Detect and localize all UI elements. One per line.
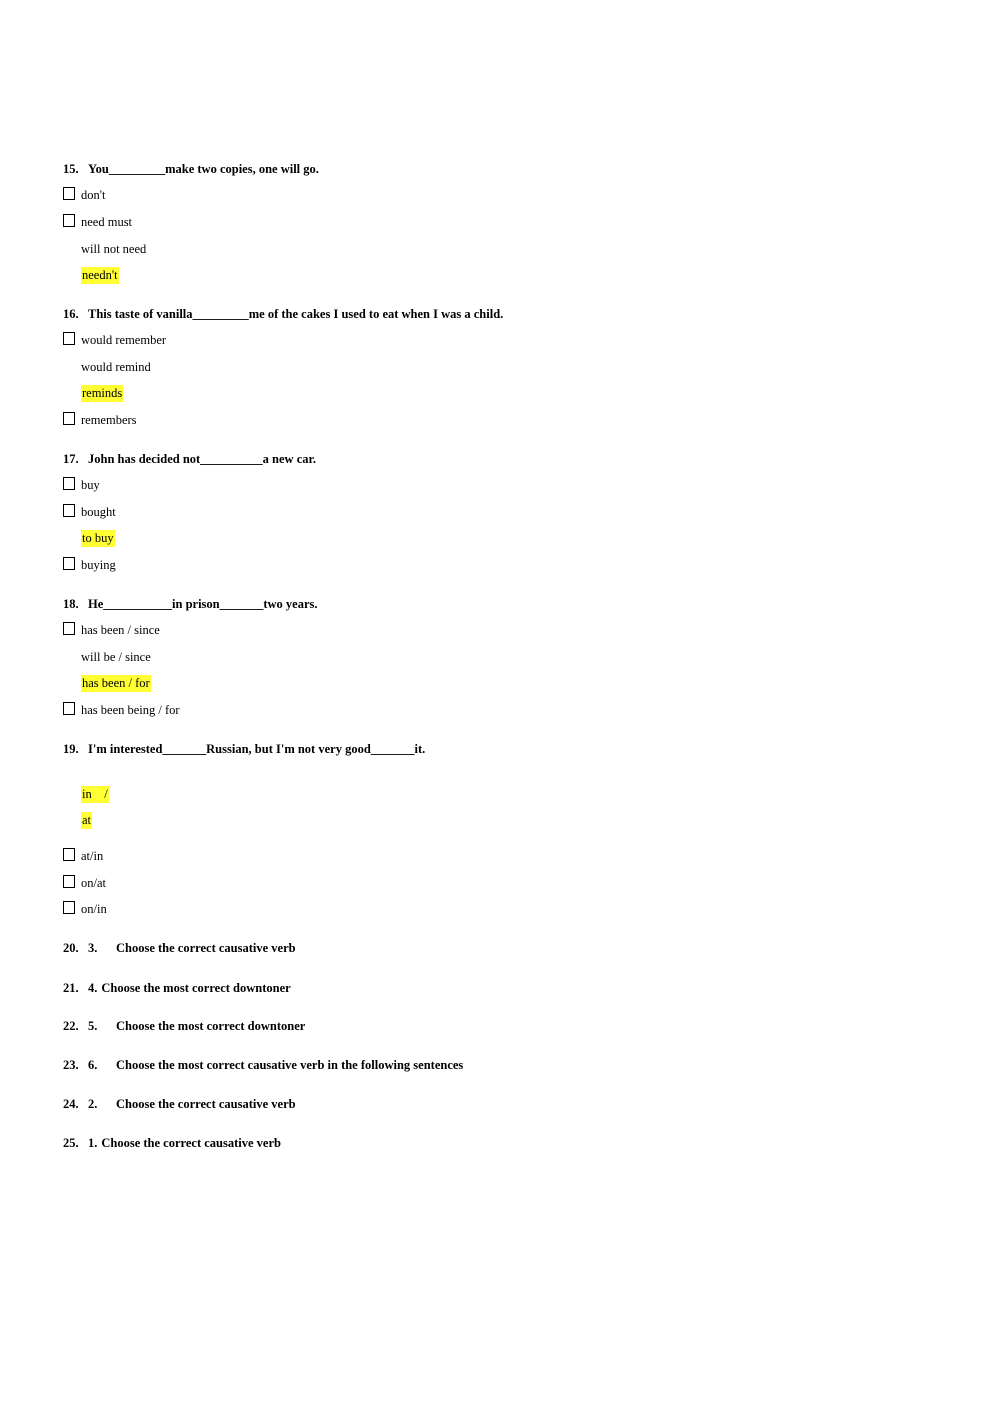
question-text: I'm interested_______Russian, but I'm not very good_______it. [88,742,426,756]
checkbox[interactable] [63,901,75,914]
section-sub-number: 4. [88,981,98,995]
option-label-highlighted: reminds [82,386,123,400]
checkbox[interactable] [63,214,75,227]
section-number: 25. [63,1136,79,1150]
section-sub-number: 5. [88,1019,98,1033]
option-label: at/in [81,849,104,863]
option-label-highlighted: in / [82,787,108,801]
checkbox[interactable] [63,332,75,345]
checkbox[interactable] [63,622,75,635]
question-19 [63,742,425,757]
section-title: Choose the most correct downtoner [101,981,291,995]
question-text: This taste of vanilla_________me of the cakes I used to eat when I was a child. [88,307,504,321]
checkbox[interactable] [63,504,75,517]
section-24 [63,1097,296,1112]
section-number: 22. [63,1019,79,1033]
checkbox[interactable] [63,412,75,425]
option-label: will not need [81,242,147,256]
section-number: 20. [63,941,79,955]
section-23 [63,1058,463,1073]
section-25 [63,1136,281,1151]
question-18 [63,597,318,612]
section-sub-number: 1. [88,1136,98,1150]
checkbox[interactable] [63,875,75,888]
section-title: Choose the correct causative verb [116,1097,296,1111]
option-label: on/at [81,876,106,890]
option-label: bought [81,505,116,519]
question-number: 15. [63,162,79,176]
question-number: 18. [63,597,79,611]
question-15 [63,162,319,177]
question-number: 16. [63,307,79,321]
question-number: 19. [63,742,79,756]
checkbox[interactable] [63,702,75,715]
question-text: He___________in prison_______two years. [88,597,318,611]
section-title: Choose the most correct downtoner [116,1019,306,1033]
section-number: 23. [63,1058,79,1072]
checkbox[interactable] [63,187,75,200]
section-22 [63,1019,305,1034]
section-title: Choose the most correct causative verb in the following sentences [116,1058,464,1072]
option-label: has been / since [81,623,160,637]
option-label: buying [81,558,116,572]
option-label: would remember [81,333,167,347]
option-label: don't [81,188,106,202]
section-title: Choose the correct causative verb [101,1136,281,1150]
question-17 [63,452,316,467]
question-number: 17. [63,452,79,466]
question-16 [63,307,503,322]
section-sub-number: 3. [88,941,98,955]
option-label: remembers [81,413,137,427]
option-label-highlighted: to buy [82,531,114,545]
option-label: has been being / for [81,703,180,717]
checkbox[interactable] [63,477,75,490]
option-label-highlighted: needn't [82,268,118,282]
option-label: buy [81,478,100,492]
question-text: You_________make two copies, one will go. [88,162,319,176]
option-label: need must [81,215,133,229]
section-number: 21. [63,981,79,995]
option-label-highlighted: at [82,813,92,827]
question-text: John has decided not__________a new car. [88,452,317,466]
section-title: Choose the correct causative verb [116,941,296,955]
section-21 [63,981,291,996]
section-sub-number: 6. [88,1058,98,1072]
option-label: would remind [81,360,151,374]
option-label: will be / since [81,650,151,664]
option-label: on/in [81,902,107,916]
checkbox[interactable] [63,557,75,570]
section-20 [63,941,296,956]
checkbox[interactable] [63,848,75,861]
option-label-highlighted: has been / for [82,676,150,690]
section-sub-number: 2. [88,1097,98,1111]
section-number: 24. [63,1097,79,1111]
